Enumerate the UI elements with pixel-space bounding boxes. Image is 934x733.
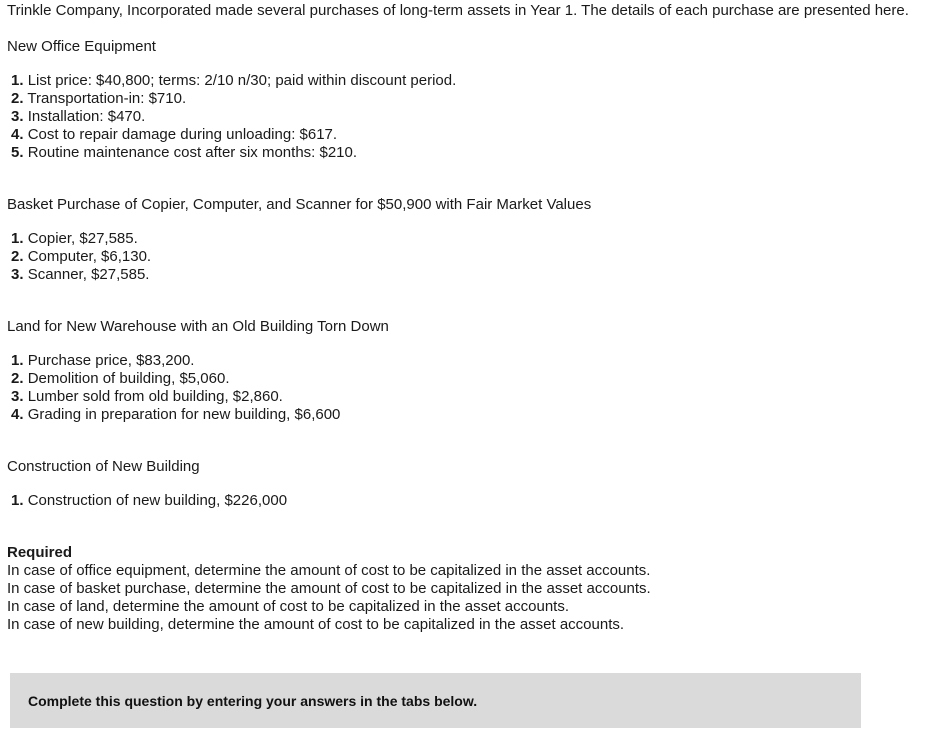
list-item: 1. List price: $40,800; terms: 2/10 n/30; paid within discount period. <box>11 72 457 89</box>
list-item: 2. Demolition of building, $5,060. <box>11 370 230 387</box>
section-title-land: Land for New Warehouse with an Old Building Torn Down <box>7 318 389 335</box>
list-item: 3. Installation: $470. <box>11 108 146 125</box>
list-item: 1. Purchase price, $83,200. <box>11 352 195 369</box>
list-item: 5. Routine maintenance cost after six months: $210. <box>11 144 358 161</box>
instructions-text: Complete this question by entering your answers in the tabs below. <box>28 692 478 709</box>
list-item: 2. Computer, $6,130. <box>11 248 152 265</box>
required-line-new-building: In case of new building, determine the amount of cost to be capitalized in the asset accounts. <box>7 616 625 633</box>
office-equipment-list <box>7 72 934 162</box>
list-item: 1. Construction of new building, $226,000 <box>11 492 288 509</box>
list-item: 4. Grading in preparation for new building, $6,600 <box>11 406 341 423</box>
section-title-basket-purchase: Basket Purchase of Copier, Computer, and Scanner for $50,900 with Fair Market Values <box>7 196 592 213</box>
required-line-basket-purchase: In case of basket purchase, determine the amount of cost to be capitalized in the asset accounts. <box>7 580 651 597</box>
required-line-land: In case of land, determine the amount of cost to be capitalized in the asset accounts. <box>7 598 570 615</box>
list-item: 2. Transportation-in: $710. <box>11 90 187 107</box>
required-heading: Required <box>7 544 73 561</box>
required-line-office-equipment: In case of office equipment, determine the amount of cost to be capitalized in the asset accounts. <box>7 562 651 579</box>
list-item: 3. Lumber sold from old building, $2,860. <box>11 388 283 405</box>
instructions-banner <box>10 673 861 728</box>
intro-text: Trinkle Company, Incorporated made several purchases of long-term assets in Year 1. The details of each purchase are presented here. <box>7 2 909 19</box>
list-item: 3. Scanner, $27,585. <box>11 266 150 283</box>
section-title-new-building: Construction of New Building <box>7 458 200 475</box>
list-item: 1. Copier, $27,585. <box>11 230 138 247</box>
list-item: 4. Cost to repair damage during unloading: $617. <box>11 126 338 143</box>
basket-purchase-list <box>7 230 934 284</box>
new-building-list <box>7 492 934 510</box>
section-title-office-equipment: New Office Equipment <box>7 38 156 55</box>
land-list <box>7 352 934 424</box>
